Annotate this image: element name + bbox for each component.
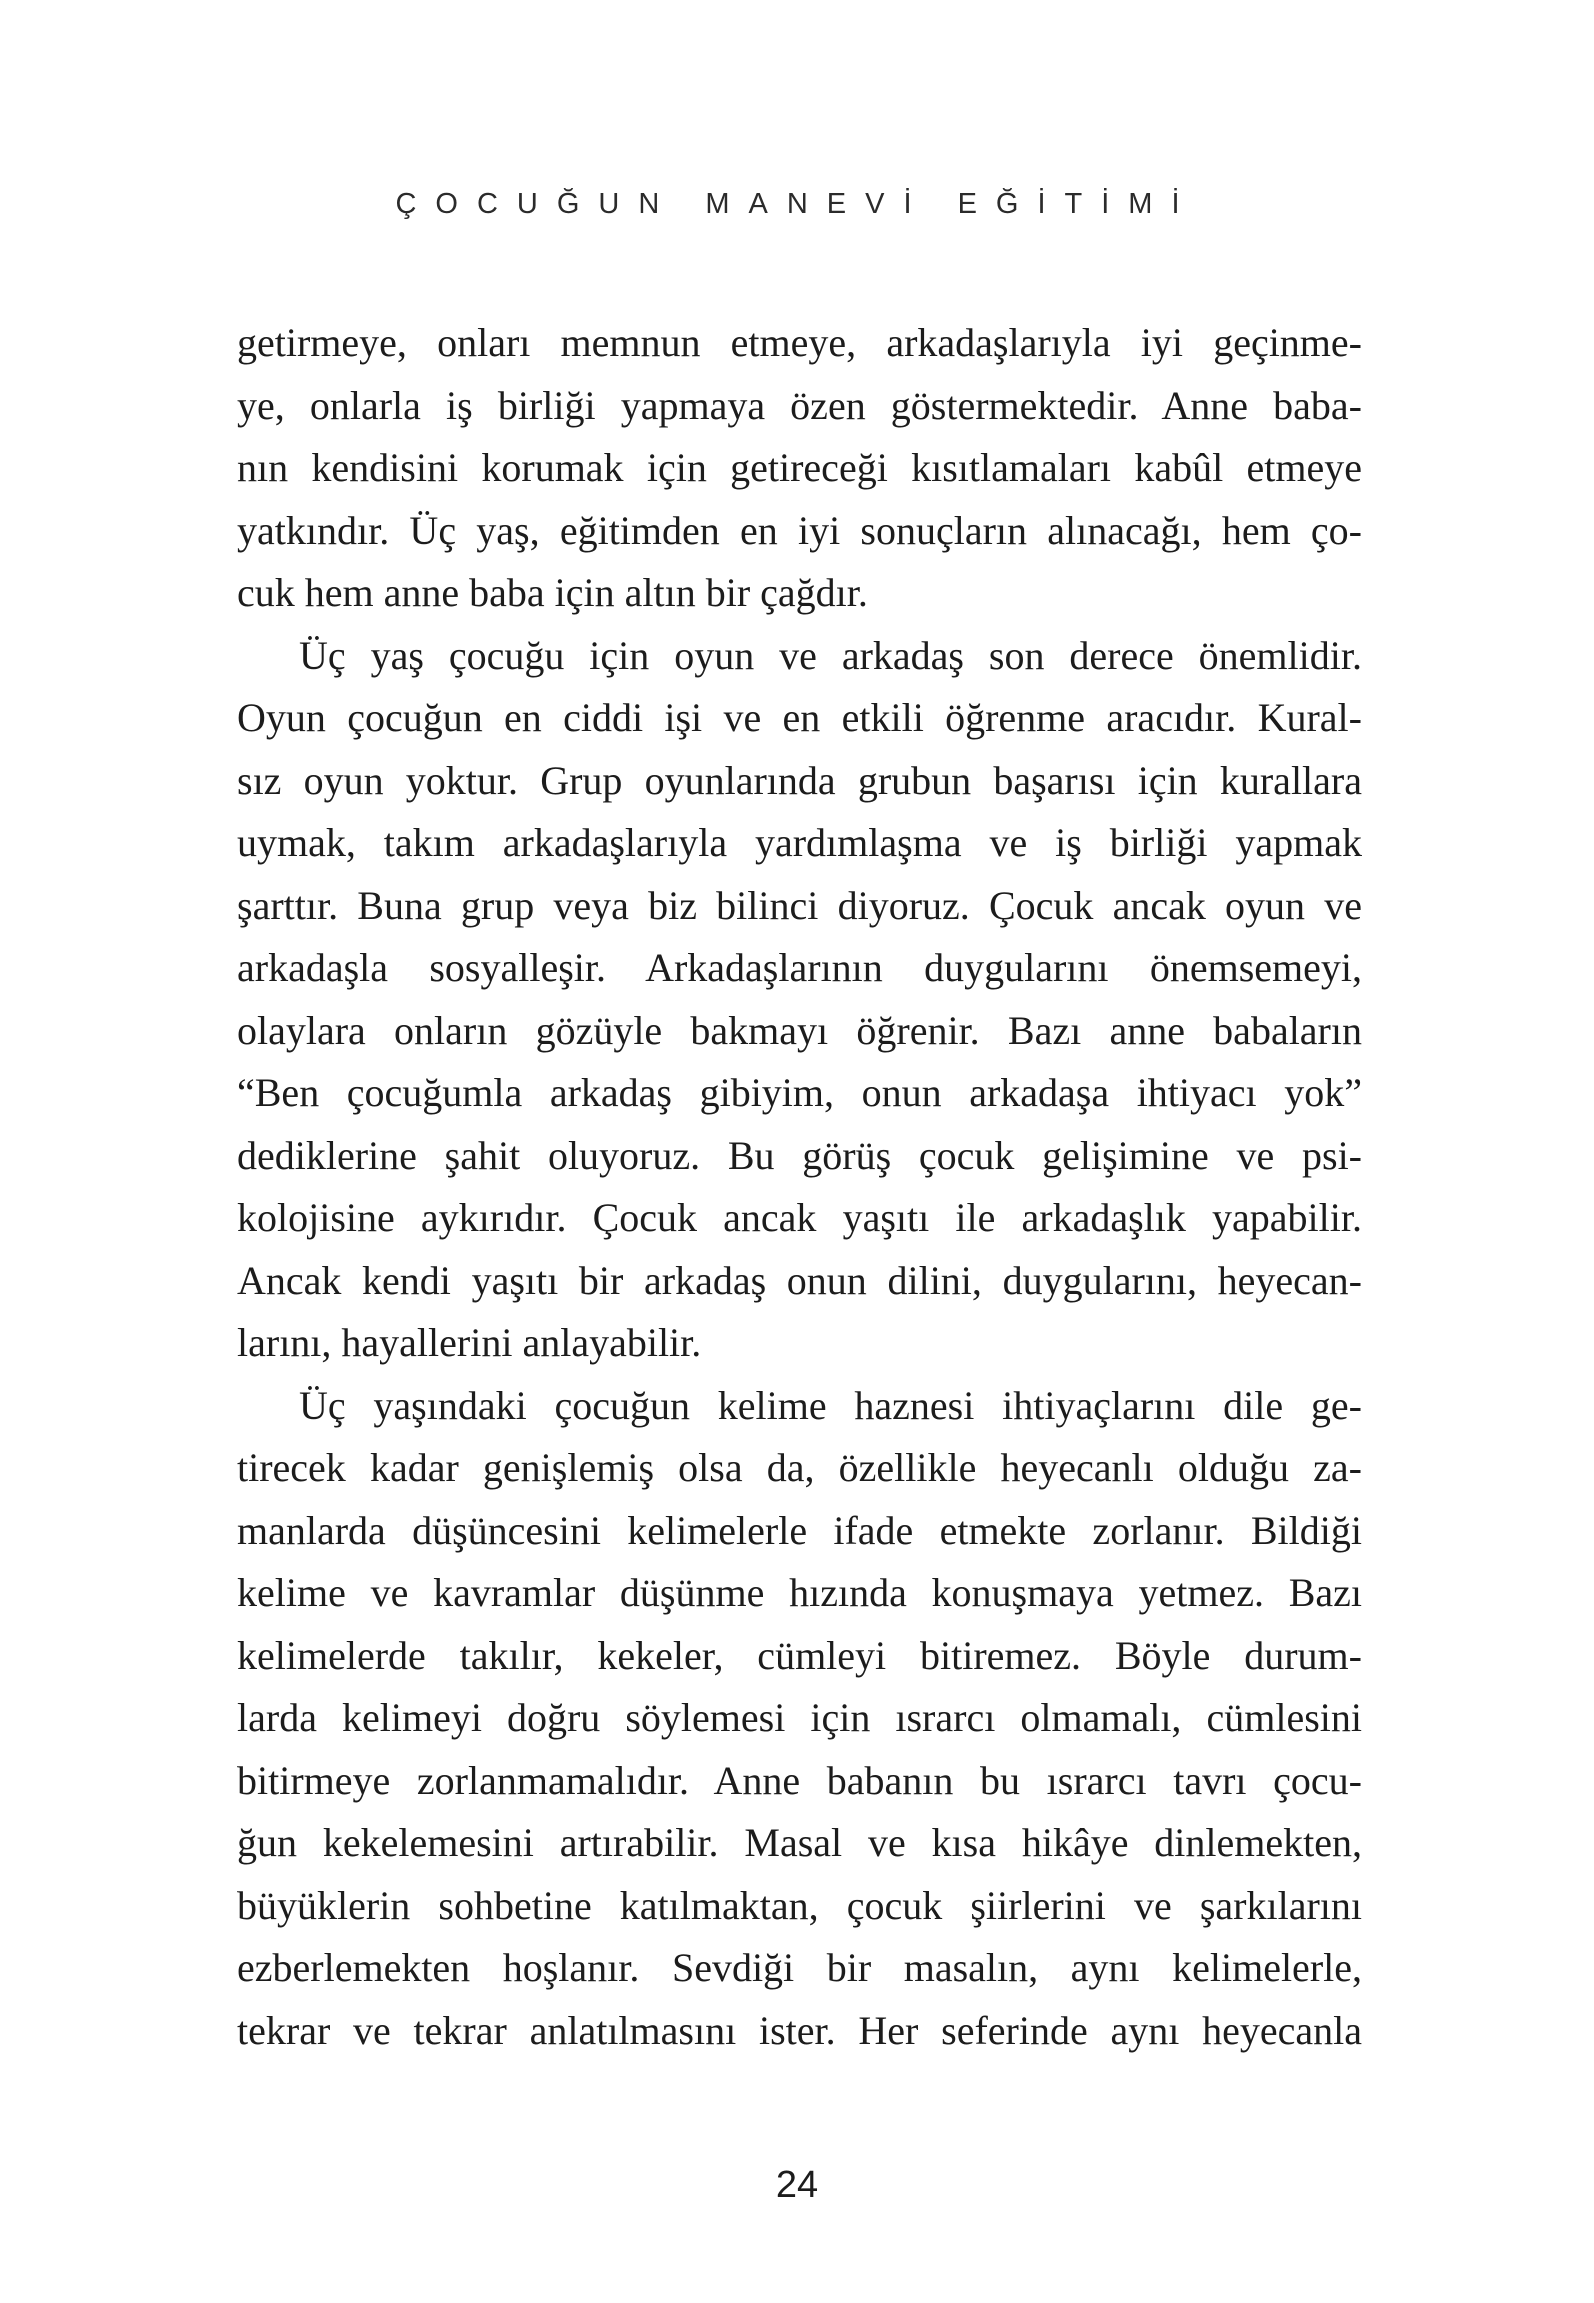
text-line: bitirmeye zorlanmamalıdır. Anne babanın bu ısrarcı tavrı çocu-	[237, 1757, 1362, 1803]
text-line: Ancak kendi yaşıtı bir arkadaş onun dilini, duygularını, heyecan-	[237, 1257, 1362, 1303]
text-line: manlarda düşüncesini kelimelerle ifade etmekte zorlanır. Bildiği	[237, 1507, 1362, 1553]
text-line: nın kendisini korumak için getireceği kısıtlamaları kabûl etmeye	[237, 445, 1362, 490]
text-line: kelimelerde takılır, kekeler, cümleyi bitiremez. Böyle durum-	[237, 1632, 1362, 1678]
body-text	[237, 312, 1362, 2062]
text-line: arkadaşla sosyalleşir. Arkadaşlarının duygularını önemsemeyi,	[237, 945, 1362, 990]
text-line: olaylara onların gözüyle bakmayı öğrenir. Bazı anne babaların	[237, 1007, 1362, 1053]
text-line: yatkındır. Üç yaş, eğitimden en iyi sonuçların alınacağı, hem ço-	[237, 507, 1362, 553]
text-line: ğun kekelemesini artırabilir. Masal ve kısa hikâye dinlemekten,	[237, 1820, 1362, 1865]
text-line: larını, hayallerini anlayabilir.	[237, 1320, 702, 1365]
text-line: ezberlemekten hoşlanır. Sevdiği bir masalın, aynı kelimelerle,	[237, 1945, 1362, 1990]
text-line: Oyun çocuğun en ciddi işi ve en etkili öğrenme aracıdır. Kural-	[237, 695, 1362, 740]
text-line: şarttır. Buna grup veya biz bilinci diyoruz. Çocuk ancak oyun ve	[237, 882, 1362, 928]
paragraph	[237, 1375, 1362, 2063]
text-line: larda kelimeyi doğru söylemesi için ısrarcı olmamalı, cümlesini	[237, 1695, 1362, 1740]
text-line: tekrar ve tekrar anlatılmasını ister. Her seferinde aynı heyecanla	[237, 2007, 1362, 2053]
text-line: dediklerine şahit oluyoruz. Bu görüş çocuk gelişimine ve psi-	[237, 1132, 1362, 1178]
text-line: Üç yaş çocuğu için oyun ve arkadaş son derece önemlidir.	[299, 632, 1362, 678]
page-number: 24	[775, 2164, 819, 2206]
text-line: cuk hem anne baba için altın bir çağdır.	[237, 570, 868, 615]
running-header-title: ÇOCUĞUN MANEVİ EĞİTİMİ	[395, 188, 1199, 220]
text-line: kelime ve kavramlar düşünme hızında konuşmaya yetmez. Bazı	[237, 1570, 1362, 1615]
text-line: kolojisine aykırıdır. Çocuk ancak yaşıtı ile arkadaşlık yapabilir.	[237, 1195, 1362, 1240]
text-line: sız oyun yoktur. Grup oyunlarında grubun başarısı için kurallara	[237, 757, 1362, 803]
text-line: tirecek kadar genişlemiş olsa da, özellikle heyecanlı olduğu za-	[237, 1445, 1362, 1490]
text-line: uymak, takım arkadaşlarıyla yardımlaşma ve iş birliği yapmak	[237, 820, 1362, 865]
text-line: getirmeye, onları memnun etmeye, arkadaşlarıyla iyi geçinme-	[237, 320, 1362, 365]
paragraph	[237, 625, 1362, 1375]
text-line: büyüklerin sohbetine katılmaktan, çocuk şiirlerini ve şarkılarını	[237, 1882, 1362, 1928]
text-line: ye, onlarla iş birliği yapmaya özen göstermektedir. Anne baba-	[237, 382, 1362, 428]
paragraph	[237, 312, 1362, 625]
text-line: Üç yaşındaki çocuğun kelime haznesi ihtiyaçlarını dile ge-	[299, 1382, 1362, 1428]
text-line: “Ben çocuğumla arkadaş gibiyim, onun arkadaşa ihtiyacı yok”	[237, 1070, 1362, 1115]
